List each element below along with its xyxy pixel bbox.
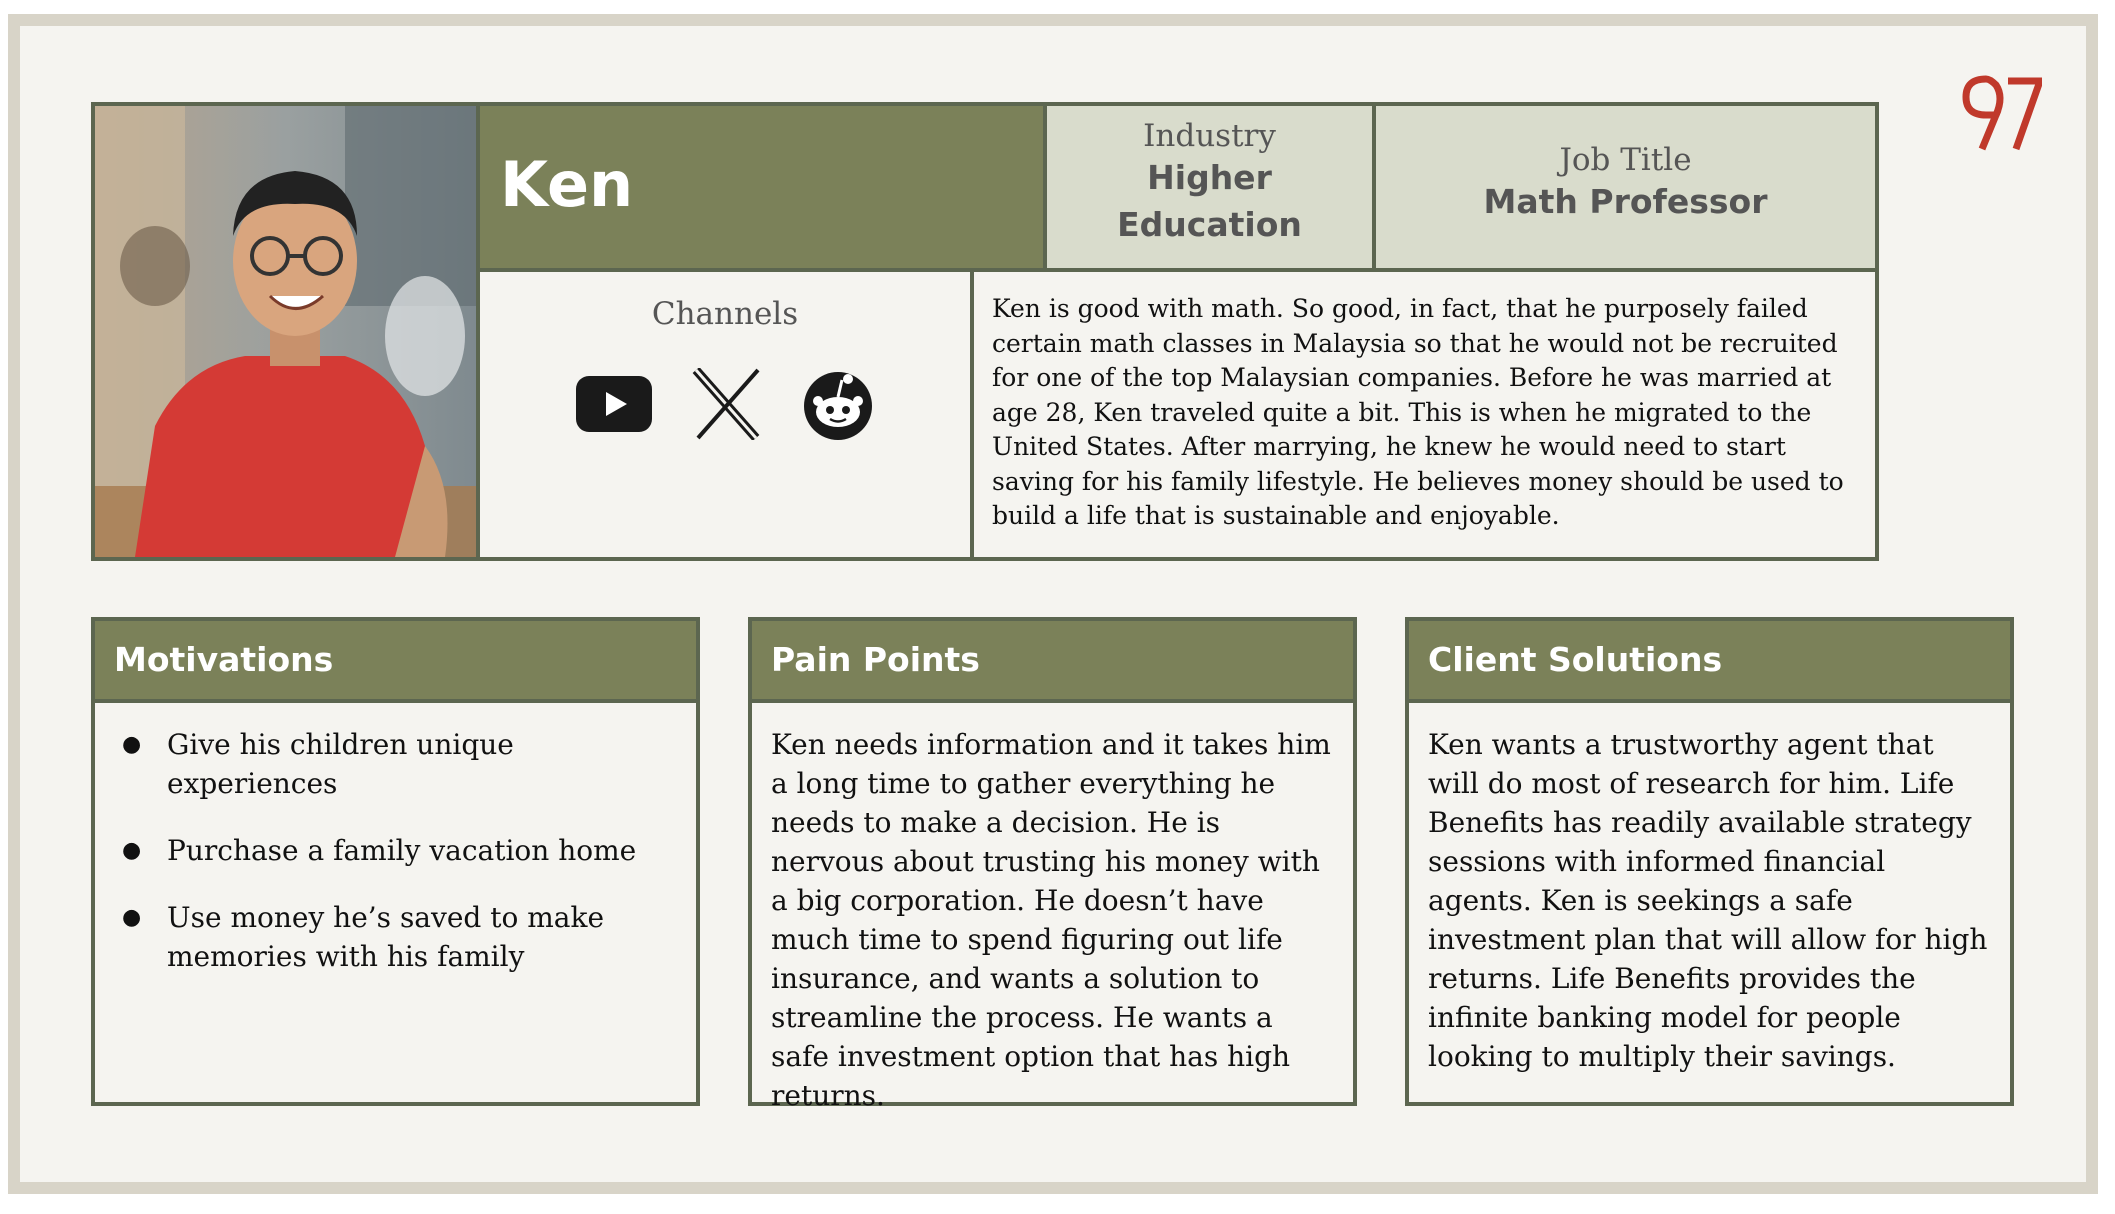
pain-points-header (752, 621, 1353, 703)
industry-value-line1: Higher (1147, 158, 1272, 197)
motivations-card (91, 617, 700, 1106)
motivations-header (95, 621, 696, 703)
persona-bio: Ken is good with math. So good, in fact, that he purposely failed certain math classes in Malaysia so that he would not be recruited for one of the top Malaysian companies. Before he was married at age 28, Ken traveled quite a bit. This is when he migrated to the United States. After marrying, he knew he would need to start saving for his family lifestyle. He believes money should be used to build a life that is sustainable and enjoyable. (992, 294, 1844, 530)
industry-label: Industry (1143, 118, 1276, 154)
channels-box (480, 272, 974, 557)
persona-photo (95, 106, 480, 557)
pain-points-body: Ken needs information and it takes him a long time to gather everything he needs to make a decision. He is nervous about trusting his money with a big corporation. He doesn’t have much time to spend figuring out life insurance, and wants a solution to streamline the process. He wants a safe investment option that has high returns. (771, 728, 1331, 1112)
client-solutions-header (1409, 621, 2010, 703)
list-item: ● Give his children unique experiences (167, 725, 527, 803)
list-item: ● Use money he’s saved to make memories with his family (167, 898, 607, 976)
persona-name-box (480, 106, 1047, 268)
pain-points-card (748, 617, 1357, 1112)
bio-box (974, 272, 1875, 557)
motivations-title: Motivations (114, 640, 334, 679)
brand-logo (1960, 75, 2042, 156)
youtube-icon[interactable] (576, 376, 652, 437)
client-solutions-card (1405, 617, 2014, 1106)
x-icon[interactable] (692, 368, 762, 445)
list-item: ● Purchase a family vacation home (167, 831, 677, 870)
job-title-value: Math Professor (1483, 182, 1768, 221)
persona-name: Ken (500, 148, 634, 221)
reddit-icon[interactable] (802, 368, 874, 445)
persona-profile-card (91, 102, 1879, 561)
job-title-box (1376, 106, 1875, 268)
client-solutions-body: Ken wants a trustworthy agent that will do most of research for him. Life Benefits has readily available strategy sessions with informed financial agents. Ken is seekings a safe investment plan that will allow for high returns. Life Benefits provides the infinite banking model for people looking to multiply their savings. (1428, 728, 1988, 1073)
industry-box (1047, 106, 1376, 268)
pain-points-title: Pain Points (771, 640, 980, 679)
industry-value-line2: Education (1117, 205, 1302, 244)
job-title-label: Job Title (1559, 142, 1692, 178)
motivations-body (95, 703, 696, 976)
channels-label: Channels (651, 296, 799, 332)
client-solutions-title: Client Solutions (1428, 640, 1723, 679)
